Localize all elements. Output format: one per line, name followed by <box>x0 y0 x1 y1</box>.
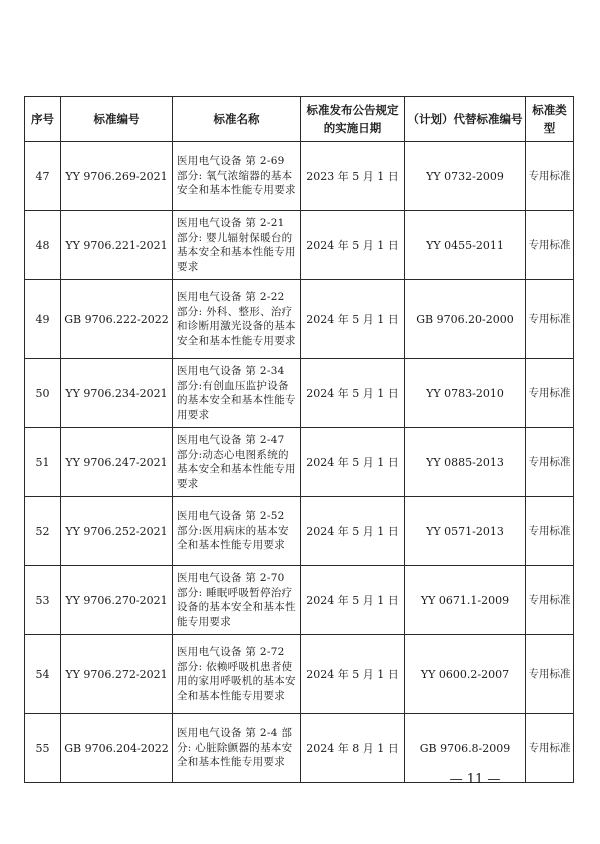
cell-seq: 50 <box>25 359 61 428</box>
cell-code: YY 9706.221-2021 <box>61 211 173 280</box>
table-row <box>25 359 574 428</box>
table-row <box>25 497 574 566</box>
cell-type: 专用标准 <box>526 280 574 359</box>
header-seq: 序号 <box>25 97 61 142</box>
cell-seq: 48 <box>25 211 61 280</box>
table-row <box>25 566 574 635</box>
cell-type: 专用标准 <box>526 142 574 211</box>
cell-replace: GB 9706.20-2000 <box>405 280 526 359</box>
cell-date: 2024 年 8 月 1 日 <box>301 714 405 783</box>
cell-type: 专用标准 <box>526 211 574 280</box>
cell-code: YY 9706.270-2021 <box>61 566 173 635</box>
cell-date: 2024 年 5 月 1 日 <box>301 280 405 359</box>
cell-seq: 49 <box>25 280 61 359</box>
cell-seq: 52 <box>25 497 61 566</box>
cell-type: 专用标准 <box>526 635 574 714</box>
header-name: 标准名称 <box>173 97 301 142</box>
table-row <box>25 142 574 211</box>
cell-name: 医用电气设备 第 2-72 部分: 依赖呼吸机患者使用的家用呼吸机的基本安全和基本性能专用要求 <box>173 635 301 714</box>
cell-replace: YY 0571-2013 <box>405 497 526 566</box>
cell-code: YY 9706.234-2021 <box>61 359 173 428</box>
cell-seq: 51 <box>25 428 61 497</box>
cell-date: 2024 年 5 月 1 日 <box>301 359 405 428</box>
cell-name: 医用电气设备 第 2-22 部分: 外科、整形、治疗和诊断用激光设备的基本安全和基本性能专用要求 <box>173 280 301 359</box>
header-row <box>25 97 574 142</box>
cell-code: GB 9706.204-2022 <box>61 714 173 783</box>
cell-code: YY 9706.252-2021 <box>61 497 173 566</box>
cell-seq: 53 <box>25 566 61 635</box>
cell-name: 医用电气设备 第 2-21 部分: 婴儿辐射保暖台的基本安全和基本性能专用要求 <box>173 211 301 280</box>
cell-type: 专用标准 <box>526 428 574 497</box>
cell-code: YY 9706.269-2021 <box>61 142 173 211</box>
cell-replace: YY 0783-2010 <box>405 359 526 428</box>
cell-type: 专用标准 <box>526 566 574 635</box>
table-row <box>25 280 574 359</box>
cell-name: 医用电气设备 第 2-47 部分:动态心电图系统的基本安全和基本性能专用要求 <box>173 428 301 497</box>
cell-code: YY 9706.247-2021 <box>61 428 173 497</box>
cell-date: 2024 年 5 月 1 日 <box>301 428 405 497</box>
cell-name: 医用电气设备 第 2-70 部分: 睡眠呼吸暂停治疗设备的基本安全和基本性能专用要求 <box>173 566 301 635</box>
cell-seq: 55 <box>25 714 61 783</box>
cell-name: 医用电气设备 第 2-4 部分: 心脏除颤器的基本安全和基本性能专用要求 <box>173 714 301 783</box>
cell-seq: 54 <box>25 635 61 714</box>
cell-replace: GB 9706.8-2009 <box>405 714 526 783</box>
cell-type: 专用标准 <box>526 359 574 428</box>
cell-name: 医用电气设备 第 2-69 部分: 氧气浓缩器的基本安全和基本性能专用要求 <box>173 142 301 211</box>
cell-code: GB 9706.222-2022 <box>61 280 173 359</box>
cell-type: 专用标准 <box>526 714 574 783</box>
cell-replace: YY 0885-2013 <box>405 428 526 497</box>
cell-replace: YY 0671.1-2009 <box>405 566 526 635</box>
cell-date: 2024 年 5 月 1 日 <box>301 566 405 635</box>
header-type: 标准类型 <box>526 97 574 142</box>
header-replace: （计划）代替标准编号 <box>405 97 526 142</box>
cell-code: YY 9706.272-2021 <box>61 635 173 714</box>
page-number: — 11 — <box>449 772 501 787</box>
header-code: 标准编号 <box>61 97 173 142</box>
table-row <box>25 635 574 714</box>
cell-date: 2024 年 5 月 1 日 <box>301 211 405 280</box>
cell-date: 2024 年 5 月 1 日 <box>301 635 405 714</box>
cell-replace: YY 0455-2011 <box>405 211 526 280</box>
cell-replace: YY 0600.2-2007 <box>405 635 526 714</box>
cell-type: 专用标准 <box>526 497 574 566</box>
cell-date: 2024 年 5 月 1 日 <box>301 497 405 566</box>
header-date: 标准发布公告规定的实施日期 <box>301 97 405 142</box>
table-row <box>25 211 574 280</box>
cell-name: 医用电气设备 第 2-52 部分:医用病床的基本安全和基本性能专用要求 <box>173 497 301 566</box>
cell-date: 2023 年 5 月 1 日 <box>301 142 405 211</box>
standards-table <box>24 96 574 783</box>
cell-seq: 47 <box>25 142 61 211</box>
cell-name: 医用电气设备 第 2-34 部分:有创血压监护设备的基本安全和基本性能专用要求 <box>173 359 301 428</box>
cell-replace: YY 0732-2009 <box>405 142 526 211</box>
table-row <box>25 428 574 497</box>
